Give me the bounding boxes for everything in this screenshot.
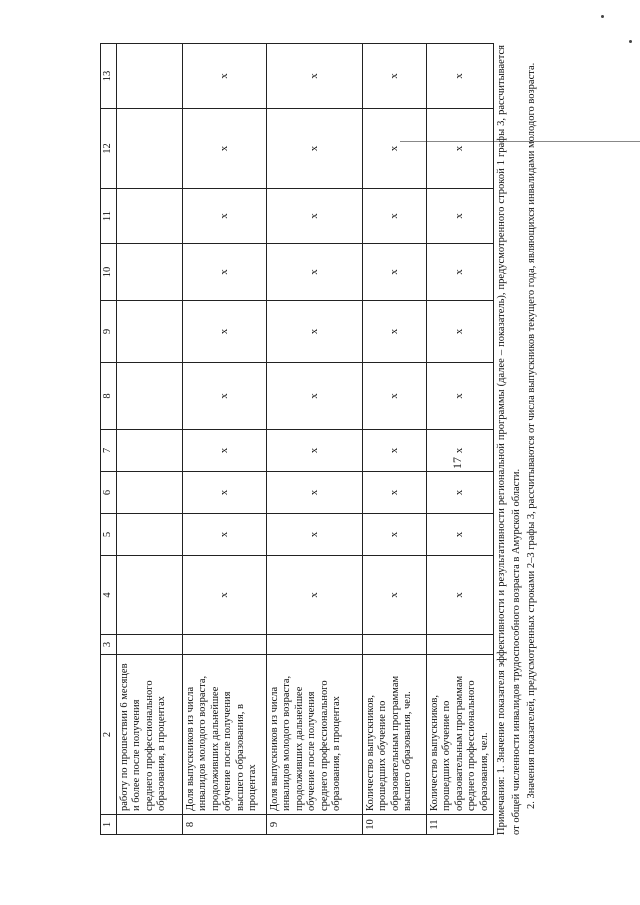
table-cell <box>117 301 183 363</box>
header-cell: 1 <box>101 815 117 835</box>
table-cell: х <box>363 472 427 514</box>
page-number: 17 <box>450 457 464 469</box>
table-cell <box>117 514 183 556</box>
table-cell: х <box>427 301 494 363</box>
indicator-name: Доля выпускников из числа инвалидов молодого возраста, продолживших дальнейшее обучение после получения высшего образования, в процентах <box>183 655 267 815</box>
header-cell: 4 <box>101 556 117 635</box>
indicator-name: Количество выпускников, прошедших обучение по образовательным программам высшего образования, чел. <box>363 655 427 815</box>
table-cell: х <box>183 430 267 472</box>
table-cell <box>117 109 183 189</box>
table-cell: х <box>267 244 363 301</box>
table-cell <box>117 244 183 301</box>
table-cell: х <box>427 430 494 472</box>
indicator-name: работу по прошествии 6 месяцев и более после получения среднего профессионального образования, в процентах <box>117 655 183 815</box>
header-cell: 7 <box>101 430 117 472</box>
table-cell: х <box>427 44 494 109</box>
table-cell: х <box>267 44 363 109</box>
table-cell: х <box>427 556 494 635</box>
indicator-name: Доля выпускников из числа инвалидов молодого возраста, продолживших дальнейшее обучение после получения среднего профессионального образования, в процентах <box>267 655 363 815</box>
table-cell: х <box>427 514 494 556</box>
header-cell: 6 <box>101 472 117 514</box>
table-row <box>363 44 427 835</box>
table-cell: х <box>183 301 267 363</box>
table-cell: х <box>363 189 427 244</box>
table-cell: х <box>363 244 427 301</box>
table-cell: х <box>363 363 427 430</box>
table-cell: х <box>363 44 427 109</box>
header-cell: 9 <box>101 301 117 363</box>
table-cell <box>183 635 267 655</box>
table-cell: х <box>267 301 363 363</box>
table-row <box>117 44 183 835</box>
table-cell <box>117 472 183 514</box>
table-cell: х <box>363 301 427 363</box>
table-cell: х <box>183 363 267 430</box>
table-cell <box>117 44 183 109</box>
table-cell: х <box>267 514 363 556</box>
table-cell: х <box>183 109 267 189</box>
row-number <box>117 815 183 835</box>
row-number: 8 <box>183 815 267 835</box>
header-cell: 10 <box>101 244 117 301</box>
table-cell: х <box>427 472 494 514</box>
table-header-row <box>101 44 117 835</box>
table-cell: х <box>427 363 494 430</box>
indicators-table <box>100 43 494 835</box>
table-row <box>267 44 363 835</box>
table-row <box>427 44 494 835</box>
table-row <box>183 44 267 835</box>
table-cell <box>117 363 183 430</box>
table-cell <box>427 635 494 655</box>
table-cell: х <box>183 556 267 635</box>
table-cell <box>117 635 183 655</box>
table-cell <box>117 430 183 472</box>
row-number: 9 <box>267 815 363 835</box>
table-cell: х <box>427 189 494 244</box>
header-cell: 13 <box>101 44 117 109</box>
header-cell: 11 <box>101 189 117 244</box>
table-cell: х <box>183 44 267 109</box>
note-2: 2. Значения показателей, предусмотренных строками 2–3 графы 3, рассчитываются от числа выпускников текущего года, являющихся инвалидами молодого возраста. <box>526 62 537 809</box>
table-cell <box>117 556 183 635</box>
indicator-name: Количество выпускников, прошедших обучение по образовательным программам среднего профессионального образования, чел. <box>427 655 494 815</box>
header-cell: 5 <box>101 514 117 556</box>
table-cell: х <box>427 244 494 301</box>
table-cell <box>117 189 183 244</box>
table-cell: х <box>183 244 267 301</box>
header-cell: 8 <box>101 363 117 430</box>
row-number: 10 <box>363 815 427 835</box>
table-cell: х <box>183 189 267 244</box>
header-cell: 3 <box>101 635 117 655</box>
table-cell: х <box>267 109 363 189</box>
table-cell: х <box>363 556 427 635</box>
notes-block <box>494 45 539 835</box>
table-cell: х <box>427 109 494 189</box>
table-cell: х <box>183 514 267 556</box>
note-1: Примечания: 1. Значение показателя эффективности и результативности региональной программы (далее – показатель), предусмотренного строкой 1 графы 3, рассчитывается от общей численности инвалидов трудоспособного возраста в Амурской области. <box>496 45 522 835</box>
header-cell: 2 <box>101 655 117 815</box>
table-cell: х <box>363 514 427 556</box>
table-cell: х <box>267 556 363 635</box>
table-cell: х <box>363 430 427 472</box>
table-cell: х <box>363 109 427 189</box>
table-cell: х <box>267 189 363 244</box>
table-cell: х <box>267 472 363 514</box>
table-cell: х <box>267 363 363 430</box>
table-cell: х <box>267 430 363 472</box>
table-cell <box>363 635 427 655</box>
header-cell: 12 <box>101 109 117 189</box>
table-cell: х <box>183 472 267 514</box>
table-cell <box>267 635 363 655</box>
row-number: 11 <box>427 815 494 835</box>
